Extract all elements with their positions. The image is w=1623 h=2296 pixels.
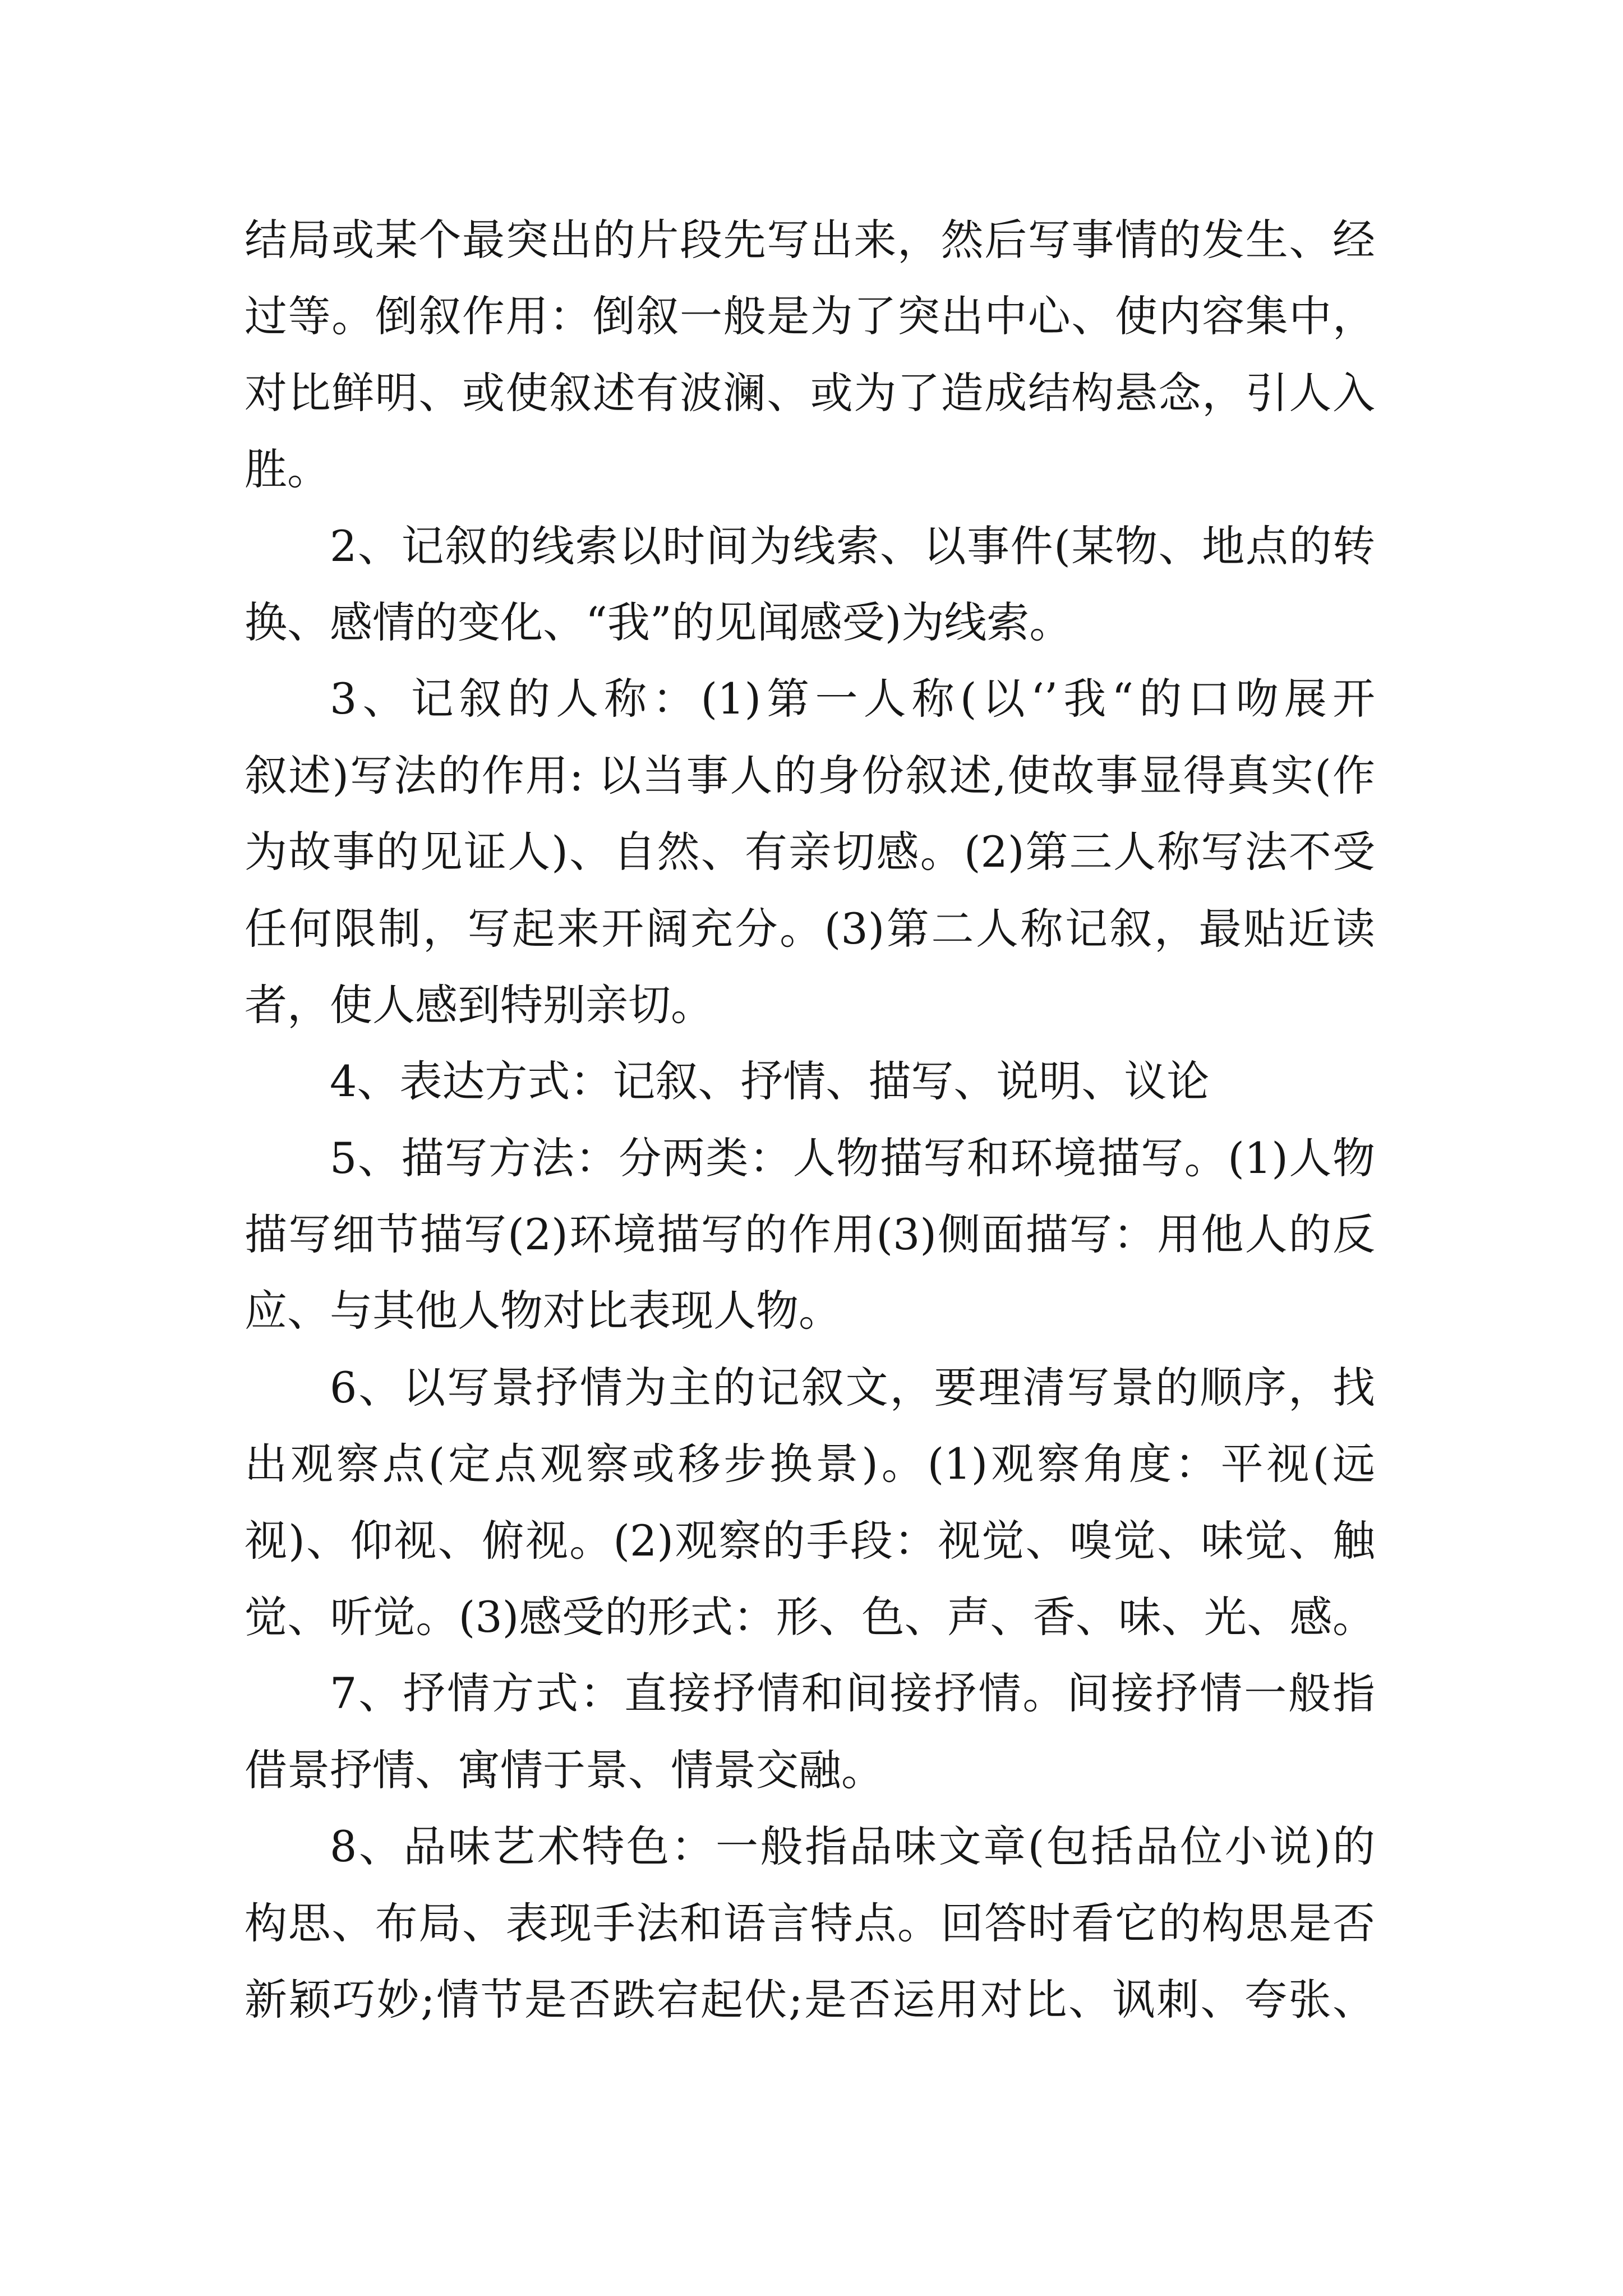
paragraph-7-lyric-methods <box>245 1655 1375 1809</box>
text-line: 新颖巧妙;情节是否跌宕起伏;是否运用对比、讽刺、夸张、 <box>245 1974 1375 2024</box>
paragraph-continuation <box>245 202 1375 508</box>
text-line: 胜。 <box>245 444 330 495</box>
text-line: 构思、布局、表现手法和语言特点。回答时看它的构思是否 <box>245 1898 1375 1948</box>
text-line: 觉、听觉。(3)感受的形式：形、色、声、香、味、光、感。 <box>245 1592 1375 1642</box>
text-line: 描写细节描写(2)环境描写的作用(3)侧面描写：用他人的反 <box>245 1209 1375 1260</box>
paragraph-8-artistic-features <box>245 1809 1375 2038</box>
paragraph-6-scenery-lyric <box>245 1350 1375 1656</box>
paragraph-5-description-methods <box>245 1120 1375 1350</box>
text-line: 8、品味艺术特色：一般指品味文章(包括品位小说)的 <box>330 1821 1375 1872</box>
paragraph-2-narrative-clue <box>245 508 1375 661</box>
text-line: 叙述)写法的作用: 以当事人的身份叙述,使故事显得真实(作 <box>245 750 1375 800</box>
paragraph-3-narrative-person <box>245 661 1375 1043</box>
text-line: 5、描写方法：分两类：人物描写和环境描写。(1)人物 <box>330 1133 1375 1183</box>
text-line: 7、抒情方式：直接抒情和间接抒情。间接抒情一般指 <box>330 1668 1375 1719</box>
text-line: 者，使人感到特别亲切。 <box>245 979 713 1030</box>
text-line: 4、表达方式：记叙、抒情、描写、说明、议论 <box>330 1056 1210 1107</box>
document-body <box>245 202 1375 2038</box>
text-line: 结局或某个最突出的片段先写出来，然后写事情的发生、经 <box>245 215 1375 265</box>
text-line: 6、以写景抒情为主的记叙文，要理清写景的顺序，找 <box>330 1362 1375 1412</box>
text-line: 2、记叙的线索以时间为线索、以事件(某物、地点的转 <box>330 521 1375 571</box>
text-line: 对比鲜明、或使叙述有波澜、或为了造成结构悬念，引人入 <box>245 367 1375 418</box>
text-line: 出观察点(定点观察或移步换景)。(1)观察角度：平视(远 <box>245 1439 1375 1489</box>
text-line: 过等。倒叙作用：倒叙一般是为了突出中心、使内容集中， <box>245 291 1375 342</box>
text-line: 应、与其他人物对比表现人物。 <box>245 1286 841 1336</box>
paragraph-4-expression-modes <box>245 1043 1375 1120</box>
text-line: 视)、仰视、俯视。(2)观察的手段：视觉、嗅觉、味觉、触 <box>245 1515 1375 1566</box>
text-line: 任何限制，写起来开阔充分。(3)第二人称记叙，最贴近读 <box>245 903 1375 954</box>
text-line: 3、记叙的人称：(1)第一人称(以‘’我“的口吻展开 <box>330 674 1375 724</box>
text-line: 借景抒情、寓情于景、情景交融。 <box>245 1745 884 1795</box>
text-line: 为故事的见证人)、自然、有亲切感。(2)第三人称写法不受 <box>245 827 1375 877</box>
text-line: 换、感情的变化、“我”的见闻感受)为线索。 <box>245 597 1072 647</box>
